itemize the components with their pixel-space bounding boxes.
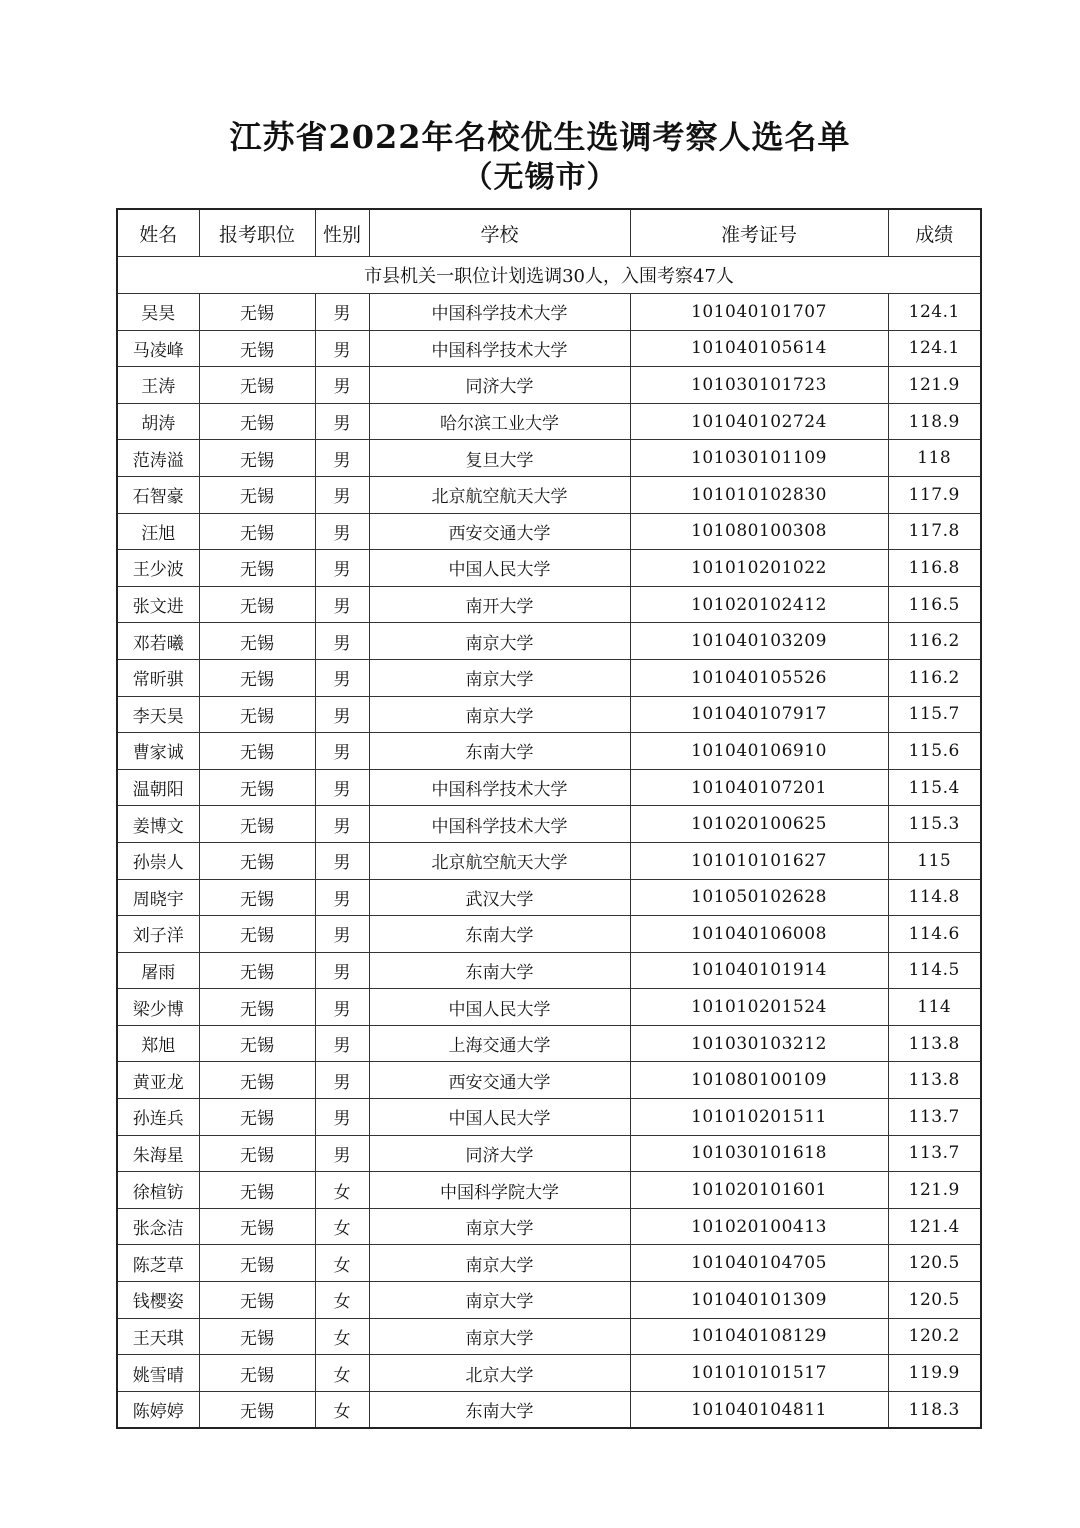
cell-name: 胡涛 (117, 403, 199, 440)
cell-gender: 男 (315, 476, 369, 513)
table-row (117, 1245, 981, 1282)
cell-name: 姜博文 (117, 806, 199, 843)
cell-name: 马凌峰 (117, 330, 199, 367)
cell-school: 复旦大学 (369, 440, 630, 477)
cell-score: 114.8 (888, 879, 981, 916)
cell-gender: 女 (315, 1245, 369, 1282)
candidate-table (116, 208, 982, 1429)
cell-gender: 女 (315, 1172, 369, 1209)
cell-score: 116.2 (888, 623, 981, 660)
cell-school: 同济大学 (369, 367, 630, 404)
cell-position: 无锡 (199, 1025, 315, 1062)
header-name: 姓名 (117, 209, 199, 257)
table-row (117, 659, 981, 696)
cell-position: 无锡 (199, 1099, 315, 1136)
cell-name: 范涛溢 (117, 440, 199, 477)
cell-school: 东南大学 (369, 1391, 630, 1428)
cell-score: 119.9 (888, 1355, 981, 1392)
document-subtitle: （无锡市） (462, 160, 618, 195)
table-row (117, 1282, 981, 1319)
cell-school: 北京航空航天大学 (369, 842, 630, 879)
cell-name: 邓若曦 (117, 623, 199, 660)
cell-exam-id: 101040106008 (630, 916, 888, 953)
cell-name: 吴昊 (117, 294, 199, 331)
table-row (117, 1391, 981, 1428)
cell-gender: 男 (315, 586, 369, 623)
table-row (117, 1208, 981, 1245)
cell-name: 常昕骐 (117, 659, 199, 696)
cell-exam-id: 101010101517 (630, 1355, 888, 1392)
cell-score: 118 (888, 440, 981, 477)
cell-school: 中国人民大学 (369, 989, 630, 1026)
cell-exam-id: 101050102628 (630, 879, 888, 916)
cell-name: 刘子洋 (117, 916, 199, 953)
section-row (117, 257, 981, 294)
cell-position: 无锡 (199, 330, 315, 367)
cell-school: 南京大学 (369, 696, 630, 733)
cell-position: 无锡 (199, 696, 315, 733)
cell-name: 张念洁 (117, 1208, 199, 1245)
cell-exam-id: 101030101109 (630, 440, 888, 477)
table-row (117, 367, 981, 404)
cell-exam-id: 101040104811 (630, 1391, 888, 1428)
cell-gender: 男 (315, 1062, 369, 1099)
cell-name: 温朝阳 (117, 769, 199, 806)
cell-score: 115.4 (888, 769, 981, 806)
cell-exam-id: 101040108129 (630, 1318, 888, 1355)
cell-school: 南京大学 (369, 1245, 630, 1282)
cell-school: 南京大学 (369, 659, 630, 696)
cell-position: 无锡 (199, 1062, 315, 1099)
cell-exam-id: 101010101627 (630, 842, 888, 879)
table-row (117, 476, 981, 513)
cell-exam-id: 101040101309 (630, 1282, 888, 1319)
cell-position: 无锡 (199, 842, 315, 879)
cell-score: 116.8 (888, 550, 981, 587)
cell-exam-id: 101080100109 (630, 1062, 888, 1099)
cell-gender: 男 (315, 294, 369, 331)
table-row (117, 403, 981, 440)
header-gender: 性别 (315, 209, 369, 257)
cell-school: 南京大学 (369, 1208, 630, 1245)
cell-name: 梁少博 (117, 989, 199, 1026)
header-position: 报考职位 (199, 209, 315, 257)
cell-score: 120.5 (888, 1282, 981, 1319)
cell-name: 徐楦钫 (117, 1172, 199, 1209)
cell-score: 113.8 (888, 1025, 981, 1062)
table-row (117, 1025, 981, 1062)
cell-gender: 女 (315, 1282, 369, 1319)
cell-position: 无锡 (199, 476, 315, 513)
cell-school: 西安交通大学 (369, 513, 630, 550)
cell-position: 无锡 (199, 916, 315, 953)
cell-name: 李天昊 (117, 696, 199, 733)
cell-position: 无锡 (199, 659, 315, 696)
cell-exam-id: 101010201511 (630, 1099, 888, 1136)
cell-school: 中国人民大学 (369, 550, 630, 587)
table-row (117, 952, 981, 989)
cell-position: 无锡 (199, 1172, 315, 1209)
cell-position: 无锡 (199, 403, 315, 440)
table-row (117, 842, 981, 879)
cell-position: 无锡 (199, 879, 315, 916)
cell-school: 东南大学 (369, 952, 630, 989)
cell-score: 118.9 (888, 403, 981, 440)
cell-score: 118.3 (888, 1391, 981, 1428)
cell-name: 王少波 (117, 550, 199, 587)
cell-score: 113.8 (888, 1062, 981, 1099)
cell-score: 113.7 (888, 1135, 981, 1172)
cell-exam-id: 101010102830 (630, 476, 888, 513)
cell-name: 王天琪 (117, 1318, 199, 1355)
cell-name: 钱樱姿 (117, 1282, 199, 1319)
table-header-row (117, 209, 981, 257)
cell-school: 哈尔滨工业大学 (369, 403, 630, 440)
cell-gender: 男 (315, 842, 369, 879)
table-row (117, 916, 981, 953)
cell-score: 117.9 (888, 476, 981, 513)
cell-school: 东南大学 (369, 916, 630, 953)
section-label: 市县机关一职位计划选调30人，入围考察47人 (117, 257, 981, 294)
header-school: 学校 (369, 209, 630, 257)
cell-name: 黄亚龙 (117, 1062, 199, 1099)
cell-gender: 女 (315, 1318, 369, 1355)
table-row (117, 1355, 981, 1392)
cell-exam-id: 101040105526 (630, 659, 888, 696)
table-row (117, 879, 981, 916)
cell-name: 汪旭 (117, 513, 199, 550)
cell-gender: 男 (315, 513, 369, 550)
cell-exam-id: 101020100625 (630, 806, 888, 843)
cell-score: 115.7 (888, 696, 981, 733)
cell-gender: 男 (315, 330, 369, 367)
cell-name: 朱海星 (117, 1135, 199, 1172)
cell-gender: 男 (315, 367, 369, 404)
cell-school: 上海交通大学 (369, 1025, 630, 1062)
cell-exam-id: 101010201022 (630, 550, 888, 587)
document-title: 江苏省2022年名校优生选调考察人选名单 (229, 118, 851, 156)
cell-name: 陈婷婷 (117, 1391, 199, 1428)
cell-name: 孙崇人 (117, 842, 199, 879)
cell-exam-id: 101040102724 (630, 403, 888, 440)
cell-exam-id: 101020101601 (630, 1172, 888, 1209)
cell-exam-id: 101040104705 (630, 1245, 888, 1282)
cell-position: 无锡 (199, 1135, 315, 1172)
cell-gender: 男 (315, 733, 369, 770)
cell-gender: 男 (315, 623, 369, 660)
table-row (117, 806, 981, 843)
cell-school: 东南大学 (369, 733, 630, 770)
cell-gender: 男 (315, 550, 369, 587)
cell-school: 中国人民大学 (369, 1099, 630, 1136)
cell-position: 无锡 (199, 623, 315, 660)
cell-gender: 男 (315, 696, 369, 733)
cell-score: 114 (888, 989, 981, 1026)
cell-school: 南京大学 (369, 623, 630, 660)
table-row (117, 1172, 981, 1209)
cell-score: 124.1 (888, 294, 981, 331)
cell-name: 石智豪 (117, 476, 199, 513)
cell-exam-id: 101040101707 (630, 294, 888, 331)
cell-position: 无锡 (199, 1245, 315, 1282)
cell-position: 无锡 (199, 367, 315, 404)
cell-name: 陈芝草 (117, 1245, 199, 1282)
cell-position: 无锡 (199, 440, 315, 477)
cell-gender: 男 (315, 916, 369, 953)
cell-position: 无锡 (199, 550, 315, 587)
table-row (117, 440, 981, 477)
cell-position: 无锡 (199, 952, 315, 989)
cell-gender: 男 (315, 806, 369, 843)
cell-school: 南开大学 (369, 586, 630, 623)
cell-name: 郑旭 (117, 1025, 199, 1062)
cell-gender: 女 (315, 1355, 369, 1392)
cell-school: 西安交通大学 (369, 1062, 630, 1099)
table-row (117, 733, 981, 770)
cell-name: 孙连兵 (117, 1099, 199, 1136)
cell-gender: 男 (315, 769, 369, 806)
cell-position: 无锡 (199, 989, 315, 1026)
header-exam-id: 准考证号 (630, 209, 888, 257)
cell-gender: 男 (315, 440, 369, 477)
cell-name: 张文进 (117, 586, 199, 623)
cell-exam-id: 101040103209 (630, 623, 888, 660)
cell-gender: 男 (315, 403, 369, 440)
cell-gender: 男 (315, 989, 369, 1026)
cell-school: 中国科学技术大学 (369, 330, 630, 367)
cell-gender: 男 (315, 952, 369, 989)
cell-score: 117.8 (888, 513, 981, 550)
cell-gender: 男 (315, 879, 369, 916)
cell-school: 武汉大学 (369, 879, 630, 916)
cell-school: 南京大学 (369, 1318, 630, 1355)
cell-name: 姚雪晴 (117, 1355, 199, 1392)
cell-position: 无锡 (199, 1282, 315, 1319)
table-row (117, 294, 981, 331)
header-score: 成绩 (888, 209, 981, 257)
cell-position: 无锡 (199, 1318, 315, 1355)
cell-school: 北京大学 (369, 1355, 630, 1392)
cell-exam-id: 101040105614 (630, 330, 888, 367)
cell-gender: 女 (315, 1208, 369, 1245)
table-row (117, 586, 981, 623)
cell-score: 114.5 (888, 952, 981, 989)
cell-position: 无锡 (199, 1355, 315, 1392)
cell-position: 无锡 (199, 806, 315, 843)
table-row (117, 330, 981, 367)
cell-position: 无锡 (199, 733, 315, 770)
table-row (117, 1099, 981, 1136)
cell-name: 王涛 (117, 367, 199, 404)
cell-gender: 男 (315, 659, 369, 696)
cell-exam-id: 101040106910 (630, 733, 888, 770)
cell-school: 北京航空航天大学 (369, 476, 630, 513)
cell-position: 无锡 (199, 1391, 315, 1428)
table-row (117, 769, 981, 806)
cell-score: 121.9 (888, 367, 981, 404)
cell-score: 115.6 (888, 733, 981, 770)
cell-name: 曹家诚 (117, 733, 199, 770)
cell-exam-id: 101030103212 (630, 1025, 888, 1062)
table-row (117, 550, 981, 587)
cell-gender: 男 (315, 1025, 369, 1062)
table-row (117, 696, 981, 733)
cell-name: 周晓宇 (117, 879, 199, 916)
cell-school: 中国科学技术大学 (369, 806, 630, 843)
cell-school: 中国科学院大学 (369, 1172, 630, 1209)
cell-exam-id: 101020100413 (630, 1208, 888, 1245)
cell-score: 116.5 (888, 586, 981, 623)
cell-score: 116.2 (888, 659, 981, 696)
cell-school: 南京大学 (369, 1282, 630, 1319)
cell-exam-id: 101020102412 (630, 586, 888, 623)
cell-name: 屠雨 (117, 952, 199, 989)
cell-school: 中国科学技术大学 (369, 294, 630, 331)
cell-exam-id: 101080100308 (630, 513, 888, 550)
cell-position: 无锡 (199, 586, 315, 623)
table-row (117, 623, 981, 660)
cell-exam-id: 101030101723 (630, 367, 888, 404)
cell-score: 113.7 (888, 1099, 981, 1136)
cell-school: 中国科学技术大学 (369, 769, 630, 806)
cell-position: 无锡 (199, 769, 315, 806)
cell-position: 无锡 (199, 294, 315, 331)
table-row (117, 1135, 981, 1172)
cell-score: 121.4 (888, 1208, 981, 1245)
cell-school: 同济大学 (369, 1135, 630, 1172)
table-row (117, 1318, 981, 1355)
cell-gender: 男 (315, 1135, 369, 1172)
table-row (117, 1062, 981, 1099)
cell-exam-id: 101040101914 (630, 952, 888, 989)
cell-score: 120.5 (888, 1245, 981, 1282)
cell-score: 120.2 (888, 1318, 981, 1355)
table-row (117, 513, 981, 550)
cell-exam-id: 101030101618 (630, 1135, 888, 1172)
cell-position: 无锡 (199, 513, 315, 550)
cell-exam-id: 101040107201 (630, 769, 888, 806)
cell-score: 124.1 (888, 330, 981, 367)
cell-score: 114.6 (888, 916, 981, 953)
cell-score: 115.3 (888, 806, 981, 843)
cell-exam-id: 101040107917 (630, 696, 888, 733)
cell-gender: 男 (315, 1099, 369, 1136)
cell-exam-id: 101010201524 (630, 989, 888, 1026)
cell-score: 115 (888, 842, 981, 879)
table-row (117, 989, 981, 1026)
cell-score: 121.9 (888, 1172, 981, 1209)
cell-gender: 女 (315, 1391, 369, 1428)
cell-position: 无锡 (199, 1208, 315, 1245)
